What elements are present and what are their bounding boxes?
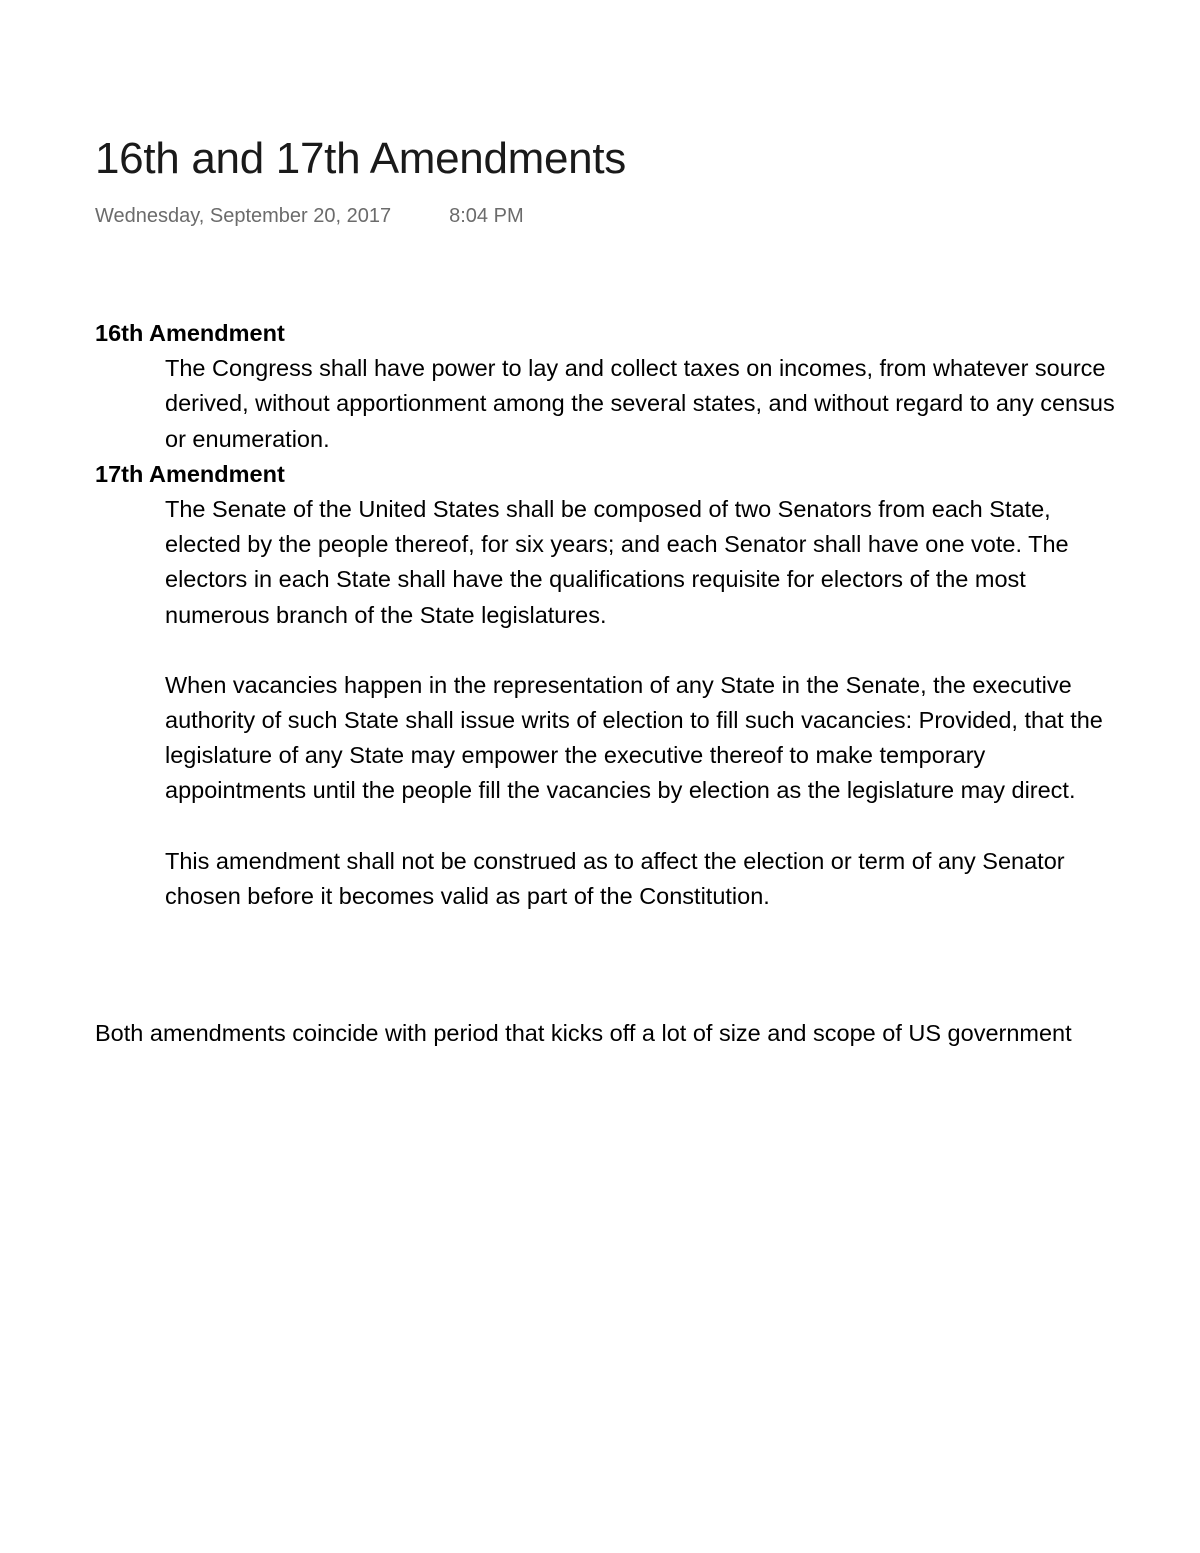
note-body [95,316,1115,914]
page-title: 16th and 17th Amendments [95,134,626,183]
section-paragraph: This amendment shall not be construed as to affect the election or term of any Senator chosen before it becomes valid as part of the Constitution. [165,847,1065,909]
page-date: Wednesday, September 20, 2017 [95,205,392,227]
section-paragraph: When vacancies happen in the representation of any State in the Senate, the executive authority of such State shall issue writs of election to fill such vacancies: Provided, that the legislature of any State may empower the executive thereof to make temporary appointments until the people fill the vacancies by election as the legislature may direct. [165,671,1103,804]
page-time: 8:04 PM [449,205,524,227]
summary-note: Both amendments coincide with period that kicks off a lot of size and scope of US government [95,1020,1072,1046]
section-paragraph: The Congress shall have power to lay and collect taxes on incomes, from whatever source derived, without apportionment among the several states, and without regard to any census or enumeration. [165,355,1115,452]
section-heading: 16th Amendment [95,320,285,346]
section-paragraph: The Senate of the United States shall be composed of two Senators from each State, elected by the people thereof, for six years; and each Senator shall have one vote. The electors in each State shall have the qualifications requisite for electors of the most numerous branch of the State legislatures. [165,496,1069,628]
section-heading: 17th Amendment [95,460,285,487]
section-16th-amendment [95,316,1115,457]
page-timestamp [95,203,524,229]
section-17th-amendment [95,457,1115,914]
